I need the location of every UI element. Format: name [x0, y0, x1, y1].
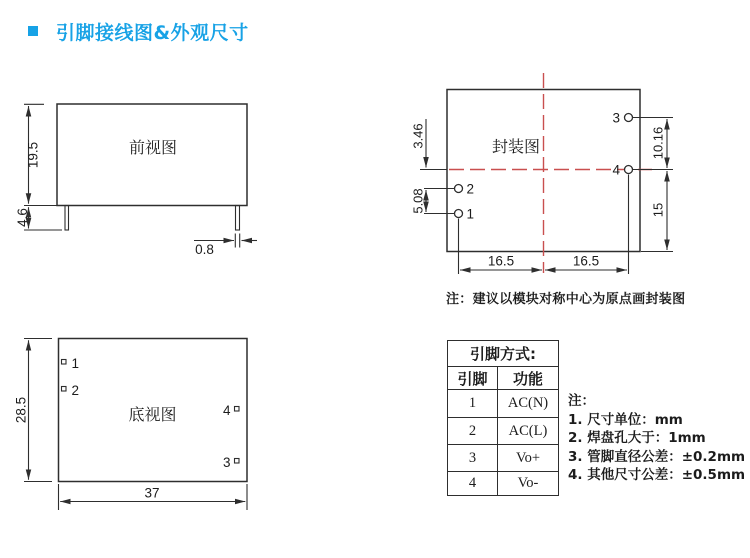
package-pin4-hole	[625, 166, 633, 174]
package-view	[420, 73, 673, 274]
table-title-row	[448, 341, 559, 367]
package-pin2-label: 2	[466, 181, 475, 197]
bottom-pin1-pad	[62, 360, 67, 365]
pin-number: 1	[448, 390, 498, 418]
table-title: 引脚方式:	[448, 341, 559, 367]
front-view-label: 前视图	[128, 138, 178, 157]
package-view-label: 封装图	[491, 137, 541, 156]
pin-function-table	[447, 340, 559, 496]
bottom-pin2-pad	[62, 387, 67, 392]
pin-function: AC(L)	[498, 418, 559, 445]
bottom-view-texts	[14, 356, 231, 501]
front-view-texts	[15, 138, 214, 257]
package-dim-pin1-pin2: 5.08	[410, 188, 426, 214]
table-header-row	[448, 367, 559, 390]
notes-title: 注：	[568, 393, 595, 409]
front-view	[24, 104, 257, 248]
bottom-pin4-label: 4	[222, 403, 231, 418]
package-dim-right-half: 16.5	[572, 253, 600, 269]
pin-function: AC(N)	[498, 390, 559, 418]
table-row	[448, 418, 559, 445]
package-pin2-hole	[455, 185, 463, 193]
section-title: 引脚接线图&外观尺寸	[56, 22, 249, 44]
table-row	[448, 445, 559, 472]
col-header-pin: 引脚	[448, 367, 498, 390]
package-dim-pin4-edge: 15	[650, 202, 666, 218]
package-dim-left-half: 16.5	[487, 253, 515, 269]
bottom-pin1-label: 1	[71, 356, 80, 371]
bottom-view-label: 底视图	[128, 405, 177, 424]
tolerance-notes	[568, 392, 745, 485]
package-note: 注：建议以模块对称中心为原点画封装图	[446, 292, 686, 307]
bottom-pin3-pad	[235, 459, 240, 464]
package-pin1-label: 1	[466, 206, 475, 222]
package-pin3-hole	[625, 114, 633, 122]
bottom-dim-width: 37	[144, 485, 160, 501]
pin-number: 2	[448, 418, 498, 445]
pin-number: 3	[448, 445, 498, 472]
table-row	[448, 390, 559, 418]
front-dim-height: 19.5	[25, 141, 41, 169]
bottom-pin4-pad	[235, 407, 240, 412]
note-line: 1. 尺寸单位：mm	[568, 411, 683, 428]
bottom-view	[24, 339, 247, 511]
table-row	[448, 472, 559, 496]
package-view-texts	[411, 111, 666, 269]
pin-number: 4	[448, 472, 498, 496]
package-pin3-label: 3	[612, 110, 620, 126]
front-dim-pin-length: 4.6	[15, 208, 30, 227]
front-view-left-pin	[65, 206, 69, 231]
front-view-right-pin	[236, 206, 240, 231]
bottom-pin2-label: 2	[71, 383, 80, 398]
bottom-dim-height: 28.5	[13, 396, 29, 424]
note-line: 2. 焊盘孔大于：1mm	[568, 430, 706, 447]
package-pin1-hole	[455, 210, 463, 218]
note-line: 3. 管脚直径公差：±0.2mm	[568, 448, 746, 465]
note-line: 4. 其他尺寸公差：±0.5mm	[568, 467, 746, 484]
bottom-pin3-label: 3	[222, 455, 231, 470]
col-header-function: 功能	[498, 367, 559, 390]
package-pin4-label: 4	[612, 162, 620, 178]
package-dim-pin3-pin4: 10.16	[650, 126, 666, 160]
pin-function: Vo+	[498, 445, 559, 472]
pin-function: Vo-	[498, 472, 559, 496]
package-dim-center-pin2: 3.46	[410, 123, 426, 149]
front-dim-pin-width: 0.8	[195, 242, 214, 257]
